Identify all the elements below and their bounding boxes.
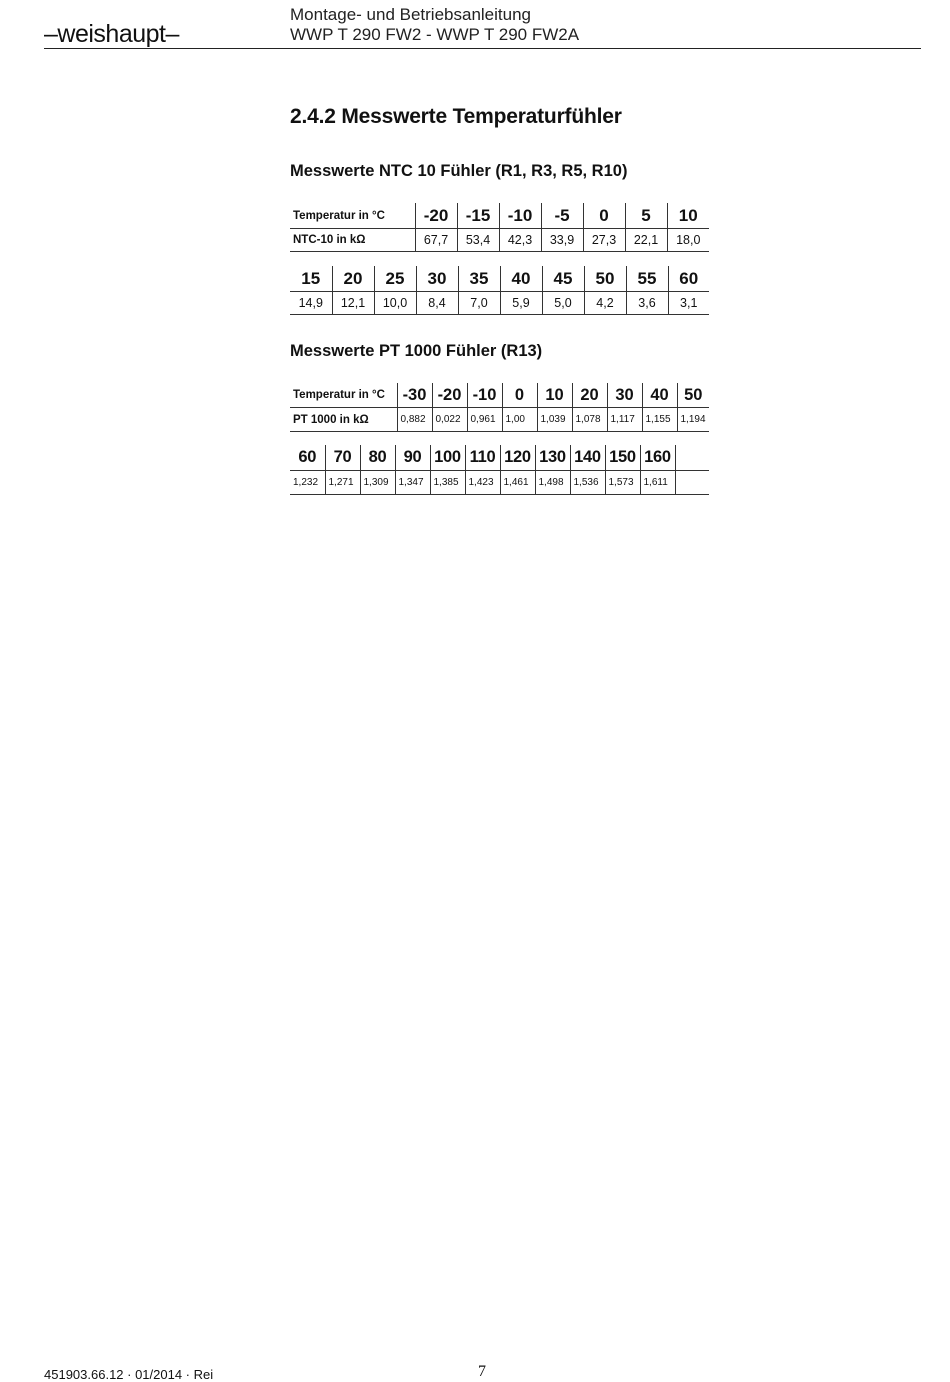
resistance-cell: 1,078: [572, 408, 607, 432]
temperature-cell: 40: [642, 383, 677, 408]
resistance-cell: 67,7: [415, 229, 457, 252]
resistance-cell: 42,3: [499, 229, 541, 252]
temperature-cell: 100: [430, 445, 465, 471]
temperature-cell: 20: [332, 266, 374, 292]
resistance-cell: 1,00: [502, 408, 537, 432]
temperature-cell: 120: [500, 445, 535, 471]
resistance-cell: 18,0: [667, 229, 709, 252]
pt1000-table-part2: [290, 445, 709, 495]
pt1000-resistance-row: [290, 408, 709, 432]
resistance-cell: 1,573: [605, 471, 640, 495]
temperature-cell: 50: [584, 266, 626, 292]
pt1000-heading: Messwerte PT 1000 Fühler (R13): [290, 342, 543, 360]
resistance-cell: 1,498: [535, 471, 570, 495]
resistance-cell: 1,385: [430, 471, 465, 495]
temperature-cell: 30: [416, 266, 458, 292]
ntc-table-part1: [290, 203, 709, 252]
resistance-label: NTC-10 in kΩ: [290, 229, 415, 252]
pt1000-temperature-row: [290, 445, 709, 471]
resistance-cell: 0,961: [467, 408, 502, 432]
temperature-cell: 0: [583, 203, 625, 229]
resistance-cell: 33,9: [541, 229, 583, 252]
temperature-cell: 150: [605, 445, 640, 471]
resistance-cell: 1,155: [642, 408, 677, 432]
section-heading: 2.4.2 Messwerte Temperaturfühler: [290, 105, 622, 128]
temperature-cell: 40: [500, 266, 542, 292]
ntc-resistance-row: [290, 229, 709, 252]
ntc-temperature-row: [290, 266, 709, 292]
ntc-resistance-row: [290, 292, 709, 315]
temperature-label: Temperatur in °C: [290, 383, 397, 408]
resistance-cell: 1,309: [360, 471, 395, 495]
temperature-cell: 25: [374, 266, 416, 292]
temperature-cell: 110: [465, 445, 500, 471]
temperature-cell: 0: [502, 383, 537, 408]
temperature-cell: 140: [570, 445, 605, 471]
temperature-cell: -5: [541, 203, 583, 229]
temperature-cell: -20: [432, 383, 467, 408]
ntc-heading: Messwerte NTC 10 Fühler (R1, R3, R5, R10): [290, 162, 628, 180]
resistance-cell: 1,194: [677, 408, 709, 432]
resistance-cell: 1,461: [500, 471, 535, 495]
resistance-cell: 1,536: [570, 471, 605, 495]
temperature-cell: 130: [535, 445, 570, 471]
temperature-cell: 60: [290, 445, 325, 471]
resistance-cell: 3,6: [626, 292, 668, 315]
resistance-cell: 27,3: [583, 229, 625, 252]
resistance-cell: 3,1: [668, 292, 709, 315]
temperature-cell: 35: [458, 266, 500, 292]
temperature-cell: 55: [626, 266, 668, 292]
temperature-cell: 30: [607, 383, 642, 408]
resistance-cell: 1,611: [640, 471, 675, 495]
page-number: 7: [478, 1363, 486, 1380]
document-title-line1: Montage- und Betriebsanleitung: [290, 5, 531, 24]
ntc-table-part2: [290, 266, 709, 315]
temperature-cell: 60: [668, 266, 709, 292]
resistance-cell: 1,117: [607, 408, 642, 432]
temperature-cell: -30: [397, 383, 432, 408]
temperature-cell: -20: [415, 203, 457, 229]
document-title: [290, 5, 579, 45]
temperature-label: Temperatur in °C: [290, 203, 415, 229]
resistance-cell: 0,882: [397, 408, 432, 432]
resistance-cell: 1,232: [290, 471, 325, 495]
temperature-cell: 160: [640, 445, 675, 471]
resistance-cell: 7,0: [458, 292, 500, 315]
empty-cell: [675, 445, 709, 471]
temperature-cell: 50: [677, 383, 709, 408]
pt1000-table-part1: [290, 383, 709, 432]
resistance-cell: 4,2: [584, 292, 626, 315]
temperature-cell: 10: [667, 203, 709, 229]
empty-cell: [675, 471, 709, 495]
resistance-cell: 14,9: [290, 292, 332, 315]
temperature-cell: 45: [542, 266, 584, 292]
temperature-cell: -10: [499, 203, 541, 229]
pt1000-resistance-row: [290, 471, 709, 495]
resistance-cell: 5,9: [500, 292, 542, 315]
temperature-cell: -10: [467, 383, 502, 408]
temperature-cell: 10: [537, 383, 572, 408]
temperature-cell: -15: [457, 203, 499, 229]
temperature-cell: 20: [572, 383, 607, 408]
resistance-cell: 12,1: [332, 292, 374, 315]
temperature-cell: 15: [290, 266, 332, 292]
weishaupt-logo: –weishaupt–: [44, 20, 179, 48]
resistance-cell: 1,423: [465, 471, 500, 495]
resistance-cell: 8,4: [416, 292, 458, 315]
temperature-cell: 70: [325, 445, 360, 471]
resistance-cell: 1,271: [325, 471, 360, 495]
resistance-label: PT 1000 in kΩ: [290, 408, 397, 432]
resistance-cell: 0,022: [432, 408, 467, 432]
temperature-cell: 5: [625, 203, 667, 229]
resistance-cell: 22,1: [625, 229, 667, 252]
temperature-cell: 90: [395, 445, 430, 471]
resistance-cell: 1,039: [537, 408, 572, 432]
resistance-cell: 1,347: [395, 471, 430, 495]
document-title-line2: WWP T 290 FW2 - WWP T 290 FW2A: [290, 25, 580, 44]
document-code: 451903.66.12 · 01/2014 · Rei: [44, 1367, 214, 1382]
ntc-temperature-row: [290, 203, 709, 229]
resistance-cell: 53,4: [457, 229, 499, 252]
pt1000-temperature-row: [290, 383, 709, 408]
header-divider: [44, 48, 921, 49]
resistance-cell: 10,0: [374, 292, 416, 315]
temperature-cell: 80: [360, 445, 395, 471]
resistance-cell: 5,0: [542, 292, 584, 315]
